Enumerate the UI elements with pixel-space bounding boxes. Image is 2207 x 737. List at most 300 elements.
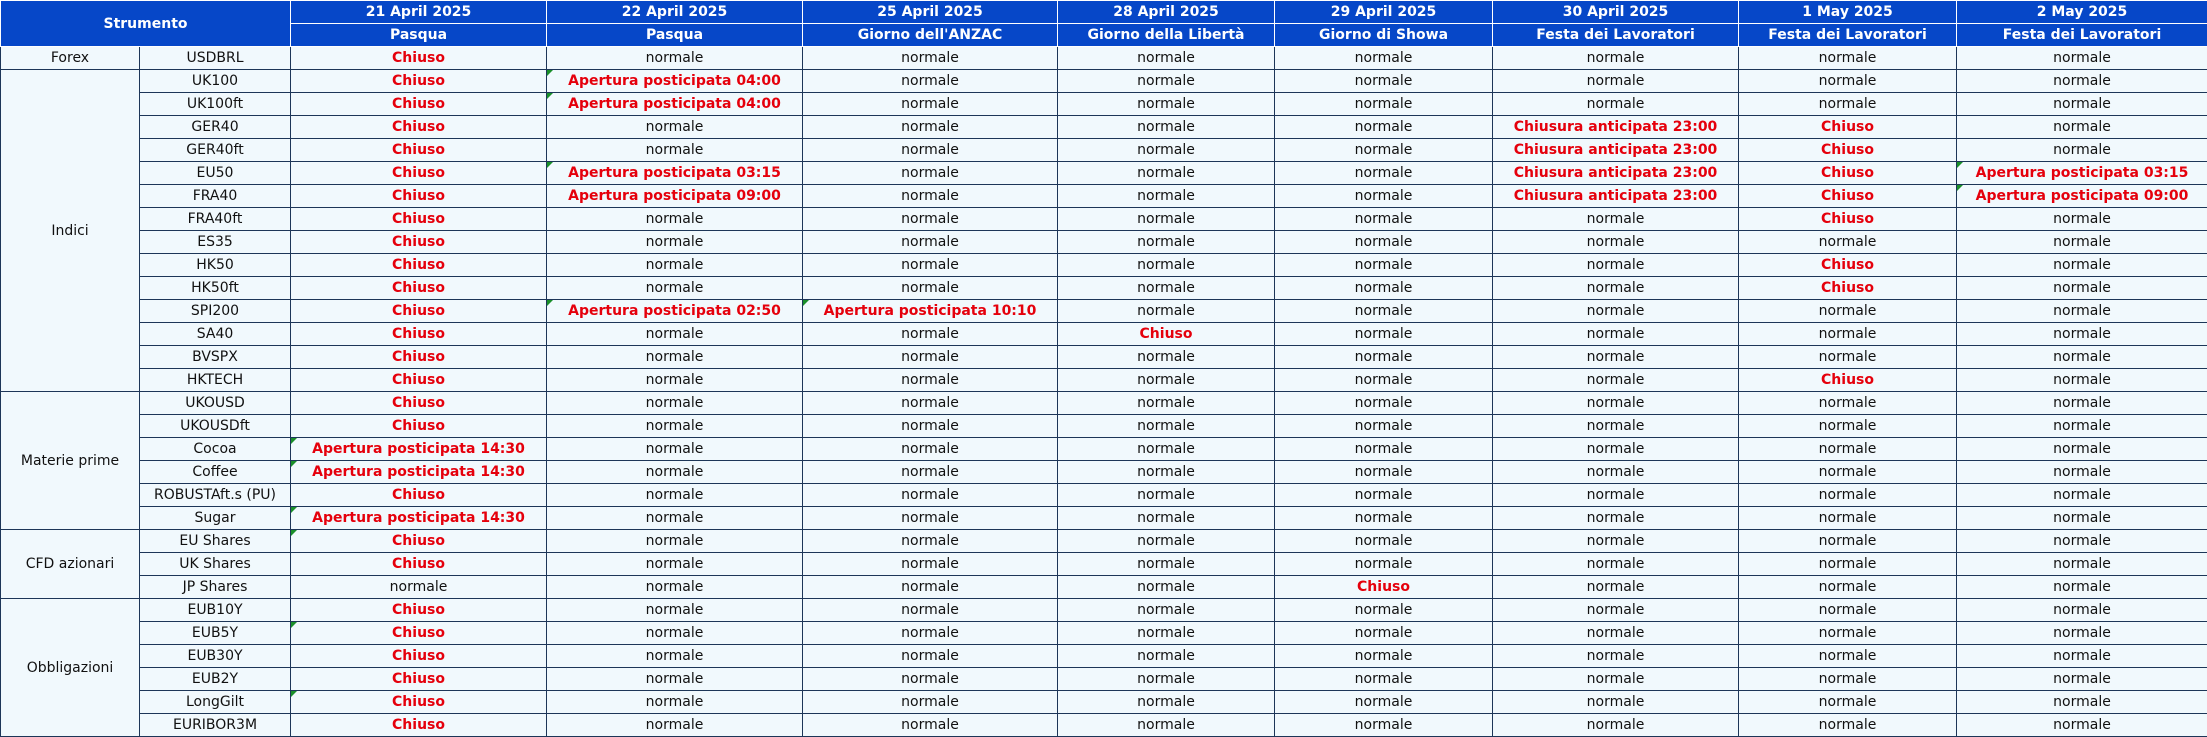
status-cell: normale (547, 139, 803, 162)
date-header: 28 April 2025 (1058, 1, 1275, 24)
instrument-cell: GER40 (140, 116, 291, 139)
table-row (1, 208, 2207, 231)
status-cell: normale (803, 323, 1058, 346)
status-cell: normale (1275, 47, 1493, 70)
status-cell: normale (547, 254, 803, 277)
status-cell: normale (1058, 622, 1275, 645)
table-row (1, 392, 2207, 415)
status-cell: normale (1275, 668, 1493, 691)
status-cell: normale (1957, 438, 2207, 461)
status-cell: Chiuso (291, 162, 547, 185)
instrument-column-header: Strumento (1, 1, 291, 47)
category-cell: Indici (1, 70, 140, 392)
status-cell: normale (1739, 93, 1957, 116)
status-cell: normale (1275, 300, 1493, 323)
instrument-cell: EUB10Y (140, 599, 291, 622)
status-cell: normale (803, 622, 1058, 645)
status-cell: normale (1058, 185, 1275, 208)
status-cell: normale (1739, 323, 1957, 346)
table-row (1, 553, 2207, 576)
status-cell: Apertura posticipata 14:30 (291, 507, 547, 530)
holiday-header: Festa dei Lavoratori (1493, 24, 1739, 47)
instrument-cell: UKOUSD (140, 392, 291, 415)
table-row (1, 185, 2207, 208)
status-cell: normale (803, 208, 1058, 231)
status-cell: normale (1739, 461, 1957, 484)
instrument-cell: UK100ft (140, 93, 291, 116)
status-cell: normale (1957, 553, 2207, 576)
status-cell: normale (1058, 714, 1275, 737)
status-cell: normale (1058, 93, 1275, 116)
status-cell: Chiuso (291, 392, 547, 415)
status-cell: Chiuso (291, 277, 547, 300)
status-cell: normale (803, 231, 1058, 254)
status-cell: normale (1957, 208, 2207, 231)
status-cell: normale (547, 668, 803, 691)
table-row (1, 622, 2207, 645)
status-cell: Chiuso (291, 691, 547, 714)
status-cell: normale (1493, 576, 1739, 599)
status-cell: Apertura posticipata 02:50 (547, 300, 803, 323)
table-row (1, 300, 2207, 323)
status-cell: Chiuso (291, 300, 547, 323)
status-cell: normale (1493, 668, 1739, 691)
instrument-cell: ES35 (140, 231, 291, 254)
status-cell: Chiuso (1275, 576, 1493, 599)
instrument-cell: Coffee (140, 461, 291, 484)
status-cell: normale (1493, 300, 1739, 323)
status-cell: normale (547, 392, 803, 415)
status-cell: normale (1493, 323, 1739, 346)
status-cell: normale (1493, 208, 1739, 231)
status-cell: normale (1058, 392, 1275, 415)
status-cell: normale (1957, 323, 2207, 346)
status-cell: normale (1493, 231, 1739, 254)
status-cell: normale (1739, 231, 1957, 254)
status-cell: normale (1275, 369, 1493, 392)
date-header: 1 May 2025 (1739, 1, 1957, 24)
status-cell: normale (1739, 576, 1957, 599)
table-body (1, 47, 2207, 737)
instrument-cell: EURIBOR3M (140, 714, 291, 737)
status-cell: normale (1957, 300, 2207, 323)
holiday-header: Pasqua (291, 24, 547, 47)
table-row (1, 668, 2207, 691)
status-cell: normale (1739, 691, 1957, 714)
status-cell: Apertura posticipata 03:15 (1957, 162, 2207, 185)
status-cell: normale (1058, 415, 1275, 438)
status-cell: normale (1275, 93, 1493, 116)
status-cell: normale (1739, 415, 1957, 438)
status-cell: normale (1957, 576, 2207, 599)
instrument-cell: UK100 (140, 70, 291, 93)
status-cell: normale (1058, 162, 1275, 185)
holiday-header: Festa dei Lavoratori (1739, 24, 1957, 47)
status-cell: normale (1493, 461, 1739, 484)
holiday-header: Giorno della Libertà (1058, 24, 1275, 47)
status-cell: normale (547, 277, 803, 300)
status-cell: normale (547, 47, 803, 70)
status-cell: normale (1275, 714, 1493, 737)
status-cell: Chiuso (291, 484, 547, 507)
table-row (1, 461, 2207, 484)
status-cell: normale (803, 254, 1058, 277)
status-cell: normale (547, 714, 803, 737)
status-cell: Chiuso (291, 714, 547, 737)
status-cell: normale (1493, 622, 1739, 645)
status-cell: normale (1275, 530, 1493, 553)
status-cell: normale (1493, 415, 1739, 438)
status-cell: normale (1493, 484, 1739, 507)
status-cell: normale (1739, 392, 1957, 415)
status-cell: normale (1957, 369, 2207, 392)
status-cell: normale (1493, 599, 1739, 622)
status-cell: normale (1058, 576, 1275, 599)
status-cell: Chiuso (291, 415, 547, 438)
status-cell: Chiuso (291, 70, 547, 93)
status-cell: normale (1275, 277, 1493, 300)
holiday-header: Giorno di Showa (1275, 24, 1493, 47)
status-cell: normale (803, 668, 1058, 691)
status-cell: normale (1957, 346, 2207, 369)
status-cell: normale (1058, 139, 1275, 162)
table-row (1, 714, 2207, 737)
status-cell: normale (1493, 691, 1739, 714)
status-cell: Chiuso (291, 668, 547, 691)
table-row (1, 530, 2207, 553)
status-cell: normale (1275, 691, 1493, 714)
instrument-cell: UK Shares (140, 553, 291, 576)
status-cell: normale (803, 162, 1058, 185)
holiday-header: Festa dei Lavoratori (1957, 24, 2207, 47)
instrument-cell: GER40ft (140, 139, 291, 162)
status-cell: Chiuso (291, 47, 547, 70)
status-cell: normale (1739, 70, 1957, 93)
instrument-cell: Sugar (140, 507, 291, 530)
status-cell: normale (1957, 277, 2207, 300)
instrument-cell: FRA40ft (140, 208, 291, 231)
status-cell: normale (1058, 300, 1275, 323)
instrument-cell: HK50ft (140, 277, 291, 300)
status-cell: normale (1058, 484, 1275, 507)
table-row (1, 507, 2207, 530)
instrument-cell: BVSPX (140, 346, 291, 369)
status-cell: normale (1058, 530, 1275, 553)
status-cell: normale (1058, 668, 1275, 691)
status-cell: Chiuso (1739, 185, 1957, 208)
status-cell: normale (1275, 622, 1493, 645)
status-cell: normale (1275, 645, 1493, 668)
status-cell: normale (1275, 139, 1493, 162)
instrument-cell: LongGilt (140, 691, 291, 714)
holiday-header: Giorno dell'ANZAC (803, 24, 1058, 47)
status-cell: Apertura posticipata 14:30 (291, 438, 547, 461)
status-cell: normale (1493, 714, 1739, 737)
status-cell: Chiuso (291, 231, 547, 254)
status-cell: normale (547, 461, 803, 484)
instrument-cell: EU Shares (140, 530, 291, 553)
status-cell: normale (803, 553, 1058, 576)
status-cell: normale (547, 116, 803, 139)
status-cell: normale (547, 691, 803, 714)
status-cell: normale (291, 576, 547, 599)
status-cell: normale (1058, 438, 1275, 461)
status-cell: normale (1739, 438, 1957, 461)
date-header: 22 April 2025 (547, 1, 803, 24)
status-cell: normale (1739, 553, 1957, 576)
status-cell: normale (1058, 691, 1275, 714)
table-row (1, 438, 2207, 461)
status-cell: normale (803, 93, 1058, 116)
status-cell: normale (1493, 93, 1739, 116)
status-cell: normale (1493, 70, 1739, 93)
status-cell: normale (803, 346, 1058, 369)
status-cell: Apertura posticipata 09:00 (1957, 185, 2207, 208)
status-cell: normale (803, 461, 1058, 484)
status-cell: normale (1275, 461, 1493, 484)
status-cell: normale (1275, 70, 1493, 93)
status-cell: normale (1058, 231, 1275, 254)
status-cell: normale (803, 392, 1058, 415)
status-cell: normale (803, 645, 1058, 668)
status-cell: Chiuso (291, 553, 547, 576)
date-header: 30 April 2025 (1493, 1, 1739, 24)
status-cell: normale (1957, 415, 2207, 438)
status-cell: normale (1058, 47, 1275, 70)
holiday-header: Pasqua (547, 24, 803, 47)
instrument-cell: JP Shares (140, 576, 291, 599)
status-cell: normale (1275, 415, 1493, 438)
status-cell: normale (1957, 599, 2207, 622)
status-cell: normale (1957, 461, 2207, 484)
category-cell: Forex (1, 47, 140, 70)
status-cell: normale (547, 346, 803, 369)
status-cell: normale (547, 231, 803, 254)
status-cell: normale (803, 47, 1058, 70)
status-cell: normale (1275, 162, 1493, 185)
status-cell: normale (1493, 438, 1739, 461)
status-cell: normale (1493, 645, 1739, 668)
status-cell: Apertura posticipata 03:15 (547, 162, 803, 185)
status-cell: normale (803, 369, 1058, 392)
status-cell: normale (803, 185, 1058, 208)
instrument-cell: FRA40 (140, 185, 291, 208)
status-cell: normale (1957, 645, 2207, 668)
table-row (1, 346, 2207, 369)
status-cell: Chiuso (291, 599, 547, 622)
instrument-cell: Cocoa (140, 438, 291, 461)
status-cell: Chiuso (291, 185, 547, 208)
status-cell: normale (1957, 254, 2207, 277)
date-header: 29 April 2025 (1275, 1, 1493, 24)
status-cell: normale (1739, 622, 1957, 645)
date-header: 25 April 2025 (803, 1, 1058, 24)
status-cell: normale (1957, 392, 2207, 415)
status-cell: normale (1739, 346, 1957, 369)
instrument-cell: SA40 (140, 323, 291, 346)
status-cell: Apertura posticipata 10:10 (803, 300, 1058, 323)
status-cell: normale (1957, 691, 2207, 714)
status-cell: Chiuso (1739, 277, 1957, 300)
status-cell: normale (1275, 323, 1493, 346)
status-cell: normale (1739, 530, 1957, 553)
status-cell: normale (1739, 668, 1957, 691)
table-row (1, 369, 2207, 392)
header-date-row (1, 1, 2207, 24)
status-cell: Apertura posticipata 04:00 (547, 93, 803, 116)
status-cell: normale (1275, 599, 1493, 622)
instrument-cell: EUB30Y (140, 645, 291, 668)
status-cell: normale (803, 576, 1058, 599)
status-cell: normale (1739, 484, 1957, 507)
status-cell: normale (803, 691, 1058, 714)
status-cell: normale (1493, 277, 1739, 300)
status-cell: Chiusura anticipata 23:00 (1493, 185, 1739, 208)
status-cell: normale (1957, 139, 2207, 162)
status-cell: normale (1275, 231, 1493, 254)
status-cell: normale (803, 599, 1058, 622)
status-cell: normale (1493, 47, 1739, 70)
status-cell: Chiuso (1739, 369, 1957, 392)
status-cell: normale (1957, 231, 2207, 254)
status-cell: normale (1957, 47, 2207, 70)
status-cell: normale (1058, 70, 1275, 93)
status-cell: Chiusura anticipata 23:00 (1493, 162, 1739, 185)
status-cell: normale (1957, 93, 2207, 116)
status-cell: Chiuso (291, 369, 547, 392)
table-row (1, 254, 2207, 277)
status-cell: normale (803, 530, 1058, 553)
category-cell: Materie prime (1, 392, 140, 530)
instrument-cell: ROBUSTAft.s (PU) (140, 484, 291, 507)
table-header (1, 1, 2207, 47)
status-cell: normale (1493, 530, 1739, 553)
status-cell: normale (1493, 254, 1739, 277)
table-row (1, 691, 2207, 714)
status-cell: normale (547, 622, 803, 645)
status-cell: Apertura posticipata 14:30 (291, 461, 547, 484)
status-cell: normale (1275, 392, 1493, 415)
status-cell: normale (803, 139, 1058, 162)
status-cell: normale (1957, 70, 2207, 93)
status-cell: normale (803, 714, 1058, 737)
status-cell: Chiusura anticipata 23:00 (1493, 139, 1739, 162)
table-row (1, 484, 2207, 507)
status-cell: normale (1275, 208, 1493, 231)
status-cell: Chiuso (1739, 208, 1957, 231)
table-row (1, 576, 2207, 599)
status-cell: normale (547, 484, 803, 507)
status-cell: normale (1275, 346, 1493, 369)
status-cell: normale (547, 208, 803, 231)
instrument-cell: EU50 (140, 162, 291, 185)
date-header: 21 April 2025 (291, 1, 547, 24)
table-row (1, 116, 2207, 139)
status-cell: normale (1957, 622, 2207, 645)
table-row (1, 599, 2207, 622)
status-cell: normale (547, 530, 803, 553)
table-row (1, 70, 2207, 93)
status-cell: Chiuso (291, 93, 547, 116)
table-row (1, 415, 2207, 438)
status-cell: Chiuso (1739, 254, 1957, 277)
status-cell: normale (1058, 346, 1275, 369)
instrument-cell: HK50 (140, 254, 291, 277)
status-cell: normale (1739, 599, 1957, 622)
header-holiday-row (1, 24, 2207, 47)
category-cell: Obbligazioni (1, 599, 140, 737)
status-cell: normale (1058, 277, 1275, 300)
status-cell: normale (1058, 599, 1275, 622)
category-cell: CFD azionari (1, 530, 140, 599)
status-cell: normale (547, 645, 803, 668)
status-cell: normale (1058, 553, 1275, 576)
instrument-cell: UKOUSDft (140, 415, 291, 438)
status-cell: normale (1275, 185, 1493, 208)
status-cell: Chiuso (291, 645, 547, 668)
status-cell: normale (1275, 254, 1493, 277)
status-cell: normale (1957, 668, 2207, 691)
status-cell: normale (803, 484, 1058, 507)
status-cell: normale (1739, 300, 1957, 323)
status-cell: Chiuso (1739, 162, 1957, 185)
instrument-cell: USDBRL (140, 47, 291, 70)
status-cell: normale (1739, 507, 1957, 530)
status-cell: normale (1275, 116, 1493, 139)
status-cell: Chiuso (291, 139, 547, 162)
status-cell: Chiuso (291, 622, 547, 645)
status-cell: normale (803, 116, 1058, 139)
status-cell: Chiuso (291, 116, 547, 139)
instrument-cell: HKTECH (140, 369, 291, 392)
table-row (1, 645, 2207, 668)
status-cell: Chiuso (291, 254, 547, 277)
table-row (1, 323, 2207, 346)
status-cell: normale (1493, 553, 1739, 576)
status-cell: normale (1957, 507, 2207, 530)
status-cell: Chiuso (291, 208, 547, 231)
status-cell: normale (1493, 346, 1739, 369)
table-row (1, 277, 2207, 300)
status-cell: Apertura posticipata 09:00 (547, 185, 803, 208)
status-cell: normale (803, 70, 1058, 93)
status-cell: normale (803, 438, 1058, 461)
status-cell: normale (1058, 645, 1275, 668)
table-row (1, 139, 2207, 162)
status-cell: normale (1058, 254, 1275, 277)
status-cell: normale (1058, 507, 1275, 530)
status-cell: Chiuso (291, 323, 547, 346)
status-cell: normale (547, 507, 803, 530)
status-cell: normale (1739, 714, 1957, 737)
status-cell: normale (547, 599, 803, 622)
status-cell: Chiuso (1739, 139, 1957, 162)
table-row (1, 231, 2207, 254)
date-header: 2 May 2025 (1957, 1, 2207, 24)
status-cell: normale (1957, 484, 2207, 507)
table-row (1, 162, 2207, 185)
instrument-cell: EUB5Y (140, 622, 291, 645)
status-cell: normale (547, 576, 803, 599)
status-cell: normale (547, 438, 803, 461)
status-cell: Chiuso (1058, 323, 1275, 346)
status-cell: normale (803, 415, 1058, 438)
status-cell: Chiuso (291, 530, 547, 553)
status-cell: normale (1957, 714, 2207, 737)
status-cell: normale (1275, 484, 1493, 507)
status-cell: normale (547, 369, 803, 392)
status-cell: normale (1275, 553, 1493, 576)
